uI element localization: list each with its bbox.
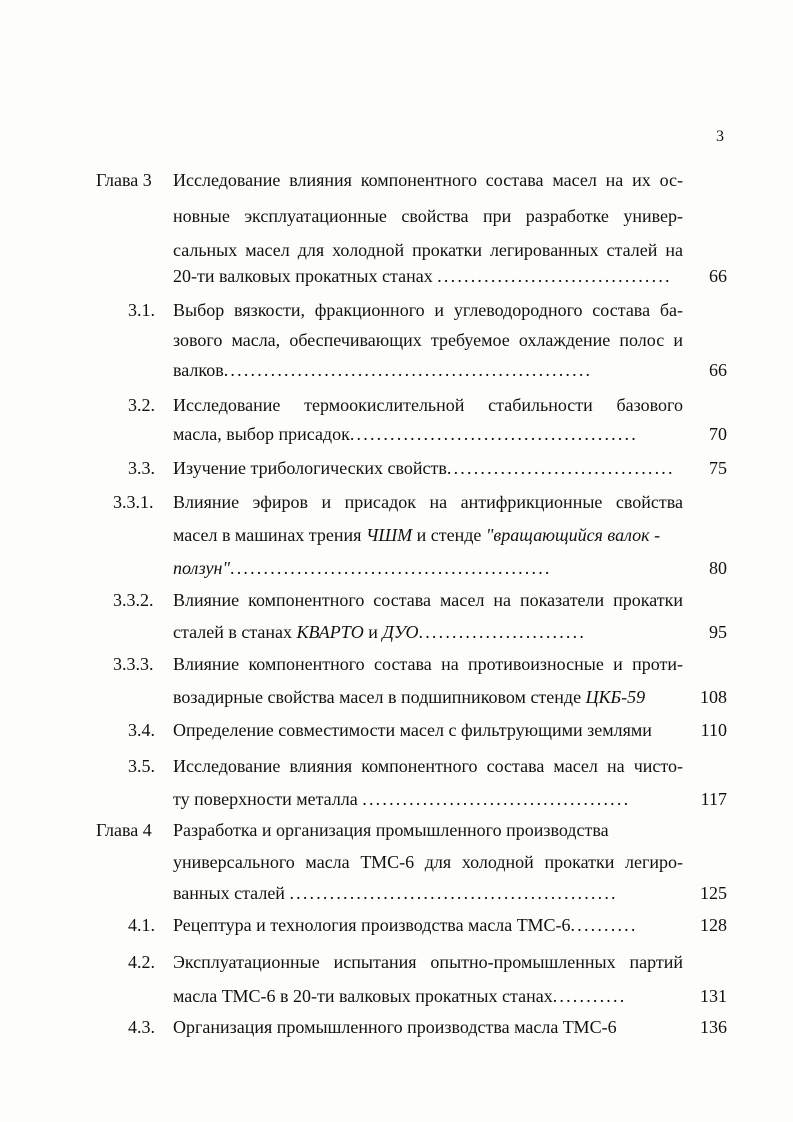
toc-leader-dots: ................................................ — [230, 558, 552, 578]
toc-number: 3.2. — [128, 395, 155, 415]
toc-number: 3.3.2. — [113, 590, 154, 610]
toc-leader-dots: ................................... — [437, 266, 672, 286]
toc-text: Влияние компонентного состава на противоизносные и проти- — [173, 654, 683, 674]
toc-text: Исследование термоокислительной стабильности базового — [173, 395, 683, 415]
toc-page: 95 — [709, 622, 727, 642]
toc-text: Выбор вязкости, фракционного и углеводородного состава ба- — [173, 300, 683, 320]
toc-text: масел в машинах трения — [173, 525, 366, 545]
toc-text: и — [363, 622, 383, 642]
toc-text: Эксплуатационные испытания опытно-промышленных партий — [173, 952, 683, 972]
toc-leader-dots: ................................................. — [289, 883, 618, 903]
toc-number: 3.3. — [128, 458, 155, 478]
toc-number: 3.4. — [128, 720, 155, 740]
toc-text: Исследование влияния компонентного состава масел на чисто- — [173, 756, 683, 776]
toc-text: сталей в станах — [173, 622, 297, 642]
toc-text: Организация промышленного производства масла ТМС-6 — [173, 1017, 617, 1037]
page-number: 3 — [716, 128, 724, 145]
toc-text: ванных сталей — [173, 883, 285, 903]
toc-page: 75 — [709, 458, 727, 478]
toc-text: возадирные свойства масел в подшипниковом стенде — [173, 687, 586, 707]
toc-page: 70 — [709, 424, 727, 444]
toc-text: и стенде — [412, 525, 486, 545]
toc-text-italic: ползун" — [173, 558, 230, 578]
toc-number: 3.3.3. — [113, 654, 154, 674]
toc-leader-dots: ........................................... — [349, 424, 638, 444]
toc-leader-dots: ....................................................... — [223, 360, 593, 380]
toc-text: Влияние компонентного состава масел на показатели прокатки — [173, 590, 683, 610]
toc-text: Определение совместимости масел с фильтрующими землями — [173, 720, 652, 740]
toc-page: 131 — [700, 986, 727, 1006]
toc-text: Исследование влияния компонентного состава масел на их ос- — [173, 170, 683, 190]
toc-text-italic: ДУО — [382, 622, 419, 642]
toc-text: Изучение трибологических свойств — [173, 458, 447, 478]
toc-text-italic: ЦКБ-59 — [585, 687, 646, 707]
toc-leader-dots: ........... — [552, 986, 627, 1006]
toc-text-italic: "вращающийся валок - — [485, 525, 661, 545]
toc-leader-dots: .................................. — [446, 458, 675, 478]
toc-text-italic: ЧШМ — [365, 525, 413, 545]
toc-text: Рецептура и технология производства масла ТМС-6 — [173, 915, 571, 935]
toc-number: 4.3. — [128, 1017, 155, 1037]
toc-text: масла, выбор присадок — [173, 424, 350, 444]
toc-leader-dots: .......... — [570, 915, 638, 935]
toc-page: 128 — [700, 915, 727, 935]
toc-text: масла ТМС-6 в 20-ти валковых прокатных станах — [173, 986, 553, 1006]
toc-leader-dots: ........................................ — [362, 789, 631, 809]
toc-number: Глава 3 — [96, 170, 152, 190]
toc-text: новные эксплуатационные свойства при разработке универ- — [173, 206, 683, 226]
toc-leader-dots: ......................... — [418, 622, 587, 642]
toc-text: валков — [173, 360, 224, 380]
toc-number: 3.1. — [128, 300, 155, 320]
toc-text: универсального масла ТМС-6 для холодной прокатки легиро- — [173, 852, 683, 872]
toc-page: 108 — [700, 687, 727, 707]
toc-page: 66 — [709, 360, 727, 380]
toc-text: ту поверхности металла — [173, 789, 358, 809]
toc-page: 117 — [700, 789, 727, 809]
toc-text: сальных масел для холодной прокатки легированных сталей на — [173, 240, 683, 260]
toc-number: Глава 4 — [96, 820, 152, 840]
toc-page: 110 — [700, 720, 727, 740]
toc-number: 3.3.1. — [113, 492, 154, 512]
toc-text-italic: КВАРТО — [296, 622, 364, 642]
toc-page: 125 — [700, 883, 727, 903]
toc-number: 3.5. — [128, 756, 155, 776]
toc-page: 66 — [709, 266, 727, 286]
toc-text: зового масла, обеспечивающих требуемое охлаждение полос и — [173, 330, 683, 350]
toc-text: Влияние эфиров и присадок на антифрикционные свойства — [173, 492, 683, 512]
toc-text: 20-ти валковых прокатных станах — [173, 266, 433, 286]
toc-page: 80 — [709, 558, 727, 578]
toc-number: 4.2. — [128, 952, 155, 972]
toc-text: Разработка и организация промышленного производства — [173, 820, 609, 840]
toc-page: 136 — [700, 1017, 727, 1037]
toc-number: 4.1. — [128, 915, 155, 935]
